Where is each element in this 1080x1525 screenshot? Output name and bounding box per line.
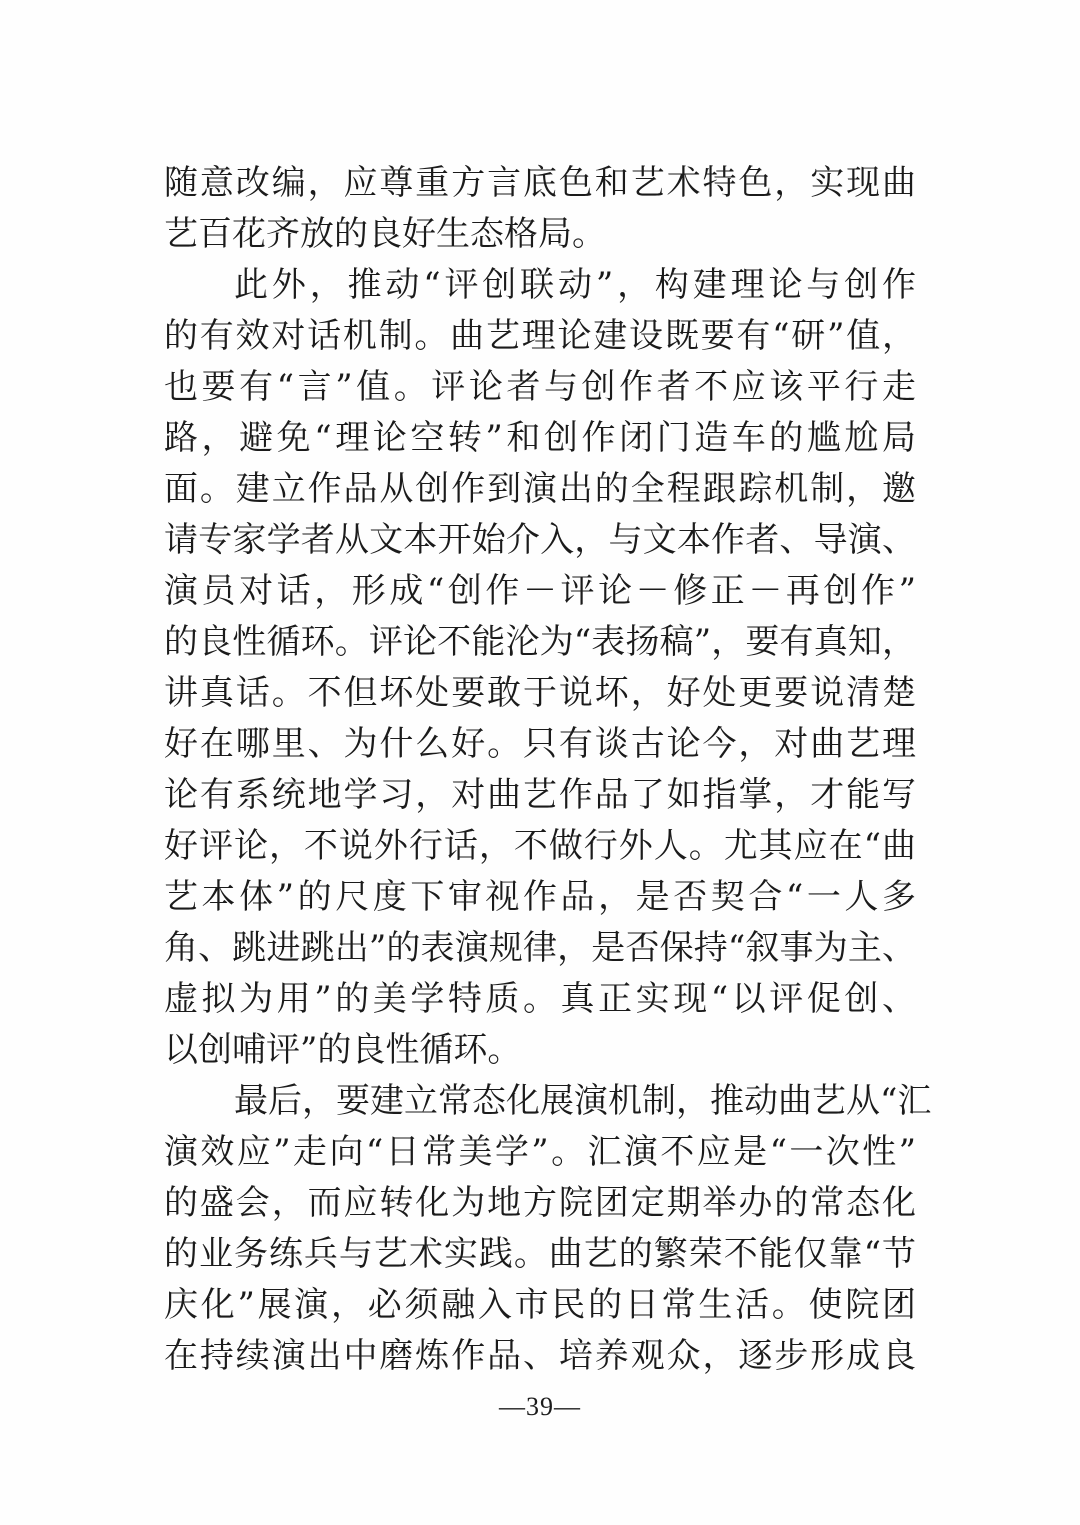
text-line: 以创哺评”的良性循环。 (164, 1030, 522, 1070)
text-line: 的良性循环。评论不能沦为“表扬稿”，要有真知， (164, 622, 916, 662)
text-line: 也要有“言”值。评论者与创作者不应该平行走 (164, 367, 916, 407)
text-line: 的有效对话机制。曲艺理论建设既要有“研”值， (164, 316, 916, 356)
text-line: 的盛会，而应转化为地方院团定期举办的常态化 (164, 1183, 916, 1223)
text-line: 好在哪里、为什么好。只有谈古论今，对曲艺理 (164, 724, 916, 764)
body-text (164, 158, 932, 1382)
text-line: 虚拟为用”的美学特质。真正实现“以评促创、 (164, 979, 916, 1019)
text-line: 讲真话。不但坏处要敢于说坏，好处更要说清楚 (164, 673, 916, 713)
text-line: 随意改编，应尊重方言底色和艺术特色，实现曲 (164, 163, 916, 203)
page-number: —39— (499, 1392, 581, 1421)
text-line: 的业务练兵与艺术实践。曲艺的繁荣不能仅靠“节 (164, 1234, 916, 1274)
text-line: 艺本体”的尺度下审视作品，是否契合“一人多 (164, 877, 916, 917)
text-line: 庆化”展演，必须融入市民的日常生活。使院团 (164, 1285, 916, 1325)
paragraph-start-line: 此外，推动“评创联动”，构建理论与创作 (234, 265, 916, 305)
paragraph-start-line: 最后，要建立常态化展演机制，推动曲艺从“汇 (234, 1081, 932, 1121)
text-line: 路，避免“理论空转”和创作闭门造车的尴尬局 (164, 418, 916, 458)
text-line: 面。建立作品从创作到演出的全程跟踪机制，邀 (164, 469, 916, 509)
text-line: 好评论，不说外行话，不做行外人。尤其应在“曲 (164, 826, 916, 866)
text-line: 角、跳进跳出”的表演规律，是否保持“叙事为主、 (164, 928, 916, 968)
text-line: 演效应”走向“日常美学”。汇演不应是“一次性” (164, 1132, 916, 1172)
text-line: 请专家学者从文本开始介入，与文本作者、导演、 (164, 520, 916, 560)
text-line: 艺百花齐放的良好生态格局。 (164, 214, 606, 254)
text-line: 在持续演出中磨炼作品、培养观众，逐步形成良 (164, 1336, 916, 1376)
text-line: 演员对话，形成“创作－评论－修正－再创作” (164, 571, 916, 611)
text-line: 论有系统地学习，对曲艺作品了如指掌，才能写 (164, 775, 916, 815)
